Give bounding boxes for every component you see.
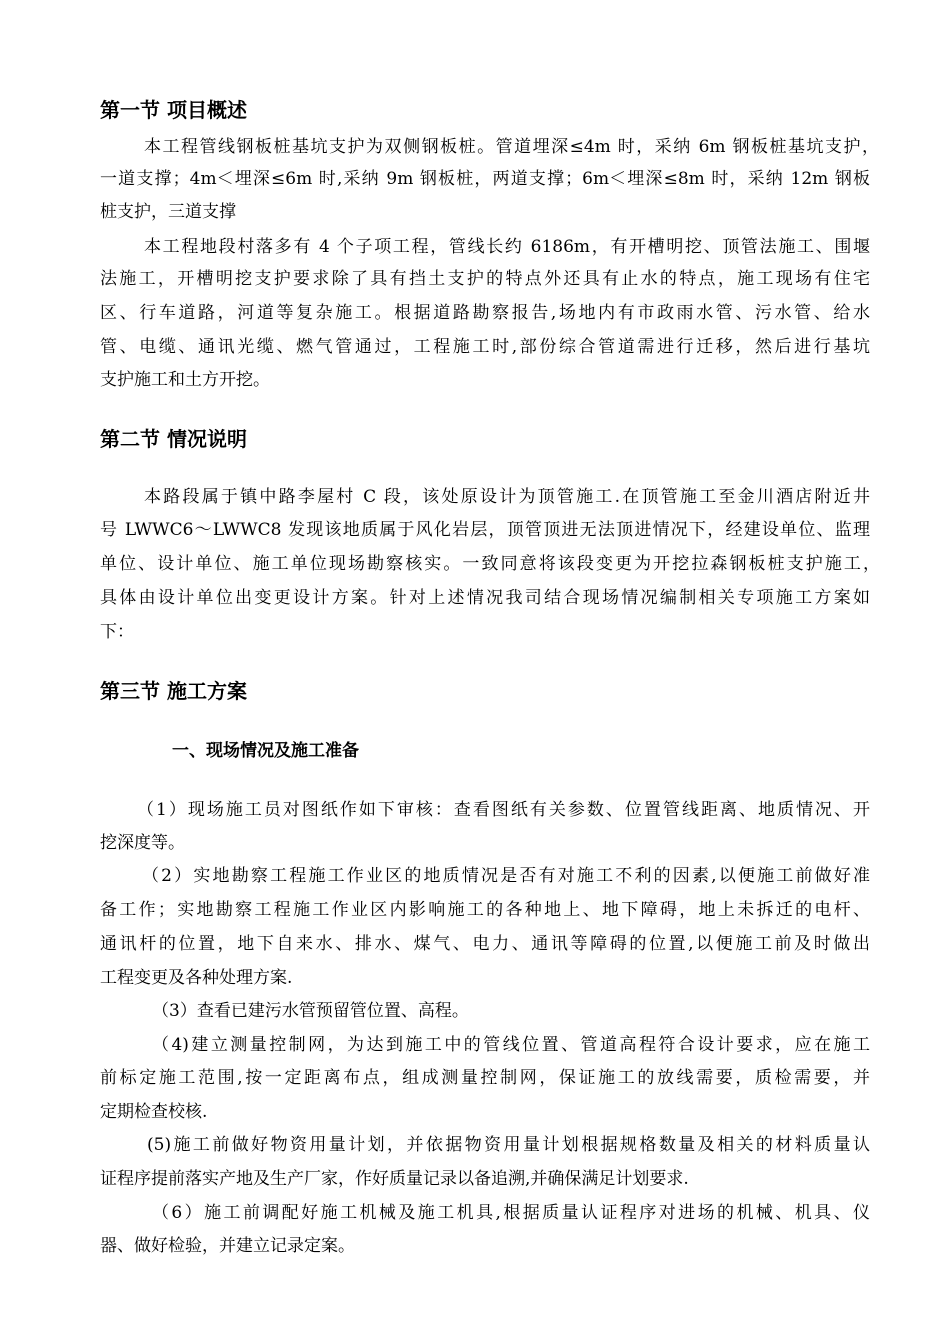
section-title: 第二节 情况说明 [100, 427, 247, 451]
section-title: 第三节 施工方案 [100, 679, 247, 703]
paragraph-line: 挖深度等。 [100, 833, 185, 853]
paragraph-line: （4)建立测量控制网，为达到施工中的管线位置、管道高程符合设计要求，应在施工 [152, 1035, 870, 1055]
paragraph-line: （3）查看已建污水管预留管位置、高程。 [152, 1001, 469, 1021]
paragraph-line: （2）实地勘察工程施工作业区的地质情况是否有对施工不利的因素,以便施工前做好准 [142, 866, 870, 886]
paragraph-line: 本工程管线钢板桩基坑支护为双侧钢板桩。管道埋深≤4m 时，采纳 6m 钢板桩基坑支护， [144, 137, 879, 157]
paragraph-line: 法施工，开槽明挖支护要求除了具有挡土支护的特点外还具有止水的特点，施工现场有住宅 [100, 269, 870, 289]
paragraph-line: 管、电缆、通讯光缆、燃气管通过，工程施工时,部份综合管道需进行迁移，然后进行基坑 [100, 337, 870, 357]
paragraph-line: 器、做好检验，并建立记录定案。 [100, 1236, 355, 1256]
paragraph-line: 前标定施工范围,按一定距离布点，组成测量控制网，保证施工的放线需要，质检需要，并 [100, 1068, 870, 1088]
paragraph-line: 具体由设计单位出变更设计方案。针对上述情况我司结合现场情况编制相关专项施工方案如 [100, 588, 870, 608]
section-title: 第一节 项目概述 [100, 98, 247, 122]
paragraph-line: （1）现场施工员对图纸作如下审核：查看图纸有关参数、位置管线距离、地质情况、开 [137, 800, 870, 820]
paragraph-line: 定期检查校核. [100, 1102, 208, 1122]
paragraph-line: 支护施工和土方开挖。 [100, 370, 270, 390]
paragraph-line: 本路段属于镇中路李屋村 C 段，该处原设计为顶管施工.在顶管施工至金川酒店附近井 [144, 487, 870, 507]
paragraph-line: 单位、设计单位、施工单位现场勘察核实。一致同意将该段变更为开挖拉森钢板桩支护施工， [100, 554, 880, 574]
paragraph-line: 桩支护，三道支撑 [100, 202, 236, 222]
subsection-title: 一、现场情况及施工准备 [172, 741, 359, 761]
paragraph-line: 一道支撑；4m＜埋深≤6m 时,采纳 9m 钢板桩，两道支撑；6m＜埋深≤8m 时，采纳 12m 钢板 [100, 169, 870, 189]
paragraph-line: 工程变更及各种处理方案. [100, 968, 293, 988]
paragraph-line: (5)施工前做好物资用量计划，并依据物资用量计划根据规格数量及相关的材料质量认 [147, 1135, 870, 1155]
paragraph-line: 区、行车道路，河道等复杂施工。根据道路勘察报告,场地内有市政雨水管、污水管、给水 [100, 303, 870, 323]
paragraph-line: 号 LWWC6～LWWC8 发现该地质属于风化岩层，顶管顶进无法顶进情况下，经建设单位、监理 [100, 520, 870, 540]
paragraph-line: （6）施工前调配好施工机械及施工机具,根据质量认证程序对进场的机械、机具、仪 [152, 1203, 870, 1223]
paragraph-line: 本工程地段村落多有 4 个子项工程，管线长约 6186m，有开槽明挖、顶管法施工、围堰 [144, 237, 870, 257]
paragraph-line: 通讯杆的位置，地下自来水、排水、煤气、电力、通讯等障碍的位置,以便施工前及时做出 [100, 934, 870, 954]
paragraph-line: 备工作；实地勘察工程施工作业区内影响施工的各种地上、地下障碍，地上未拆迁的电杆、 [100, 900, 870, 920]
paragraph-line: 下： [100, 622, 134, 642]
paragraph-line: 证程序提前落实产地及生产厂家，作好质量记录以备追溯,并确保满足计划要求. [100, 1169, 689, 1189]
